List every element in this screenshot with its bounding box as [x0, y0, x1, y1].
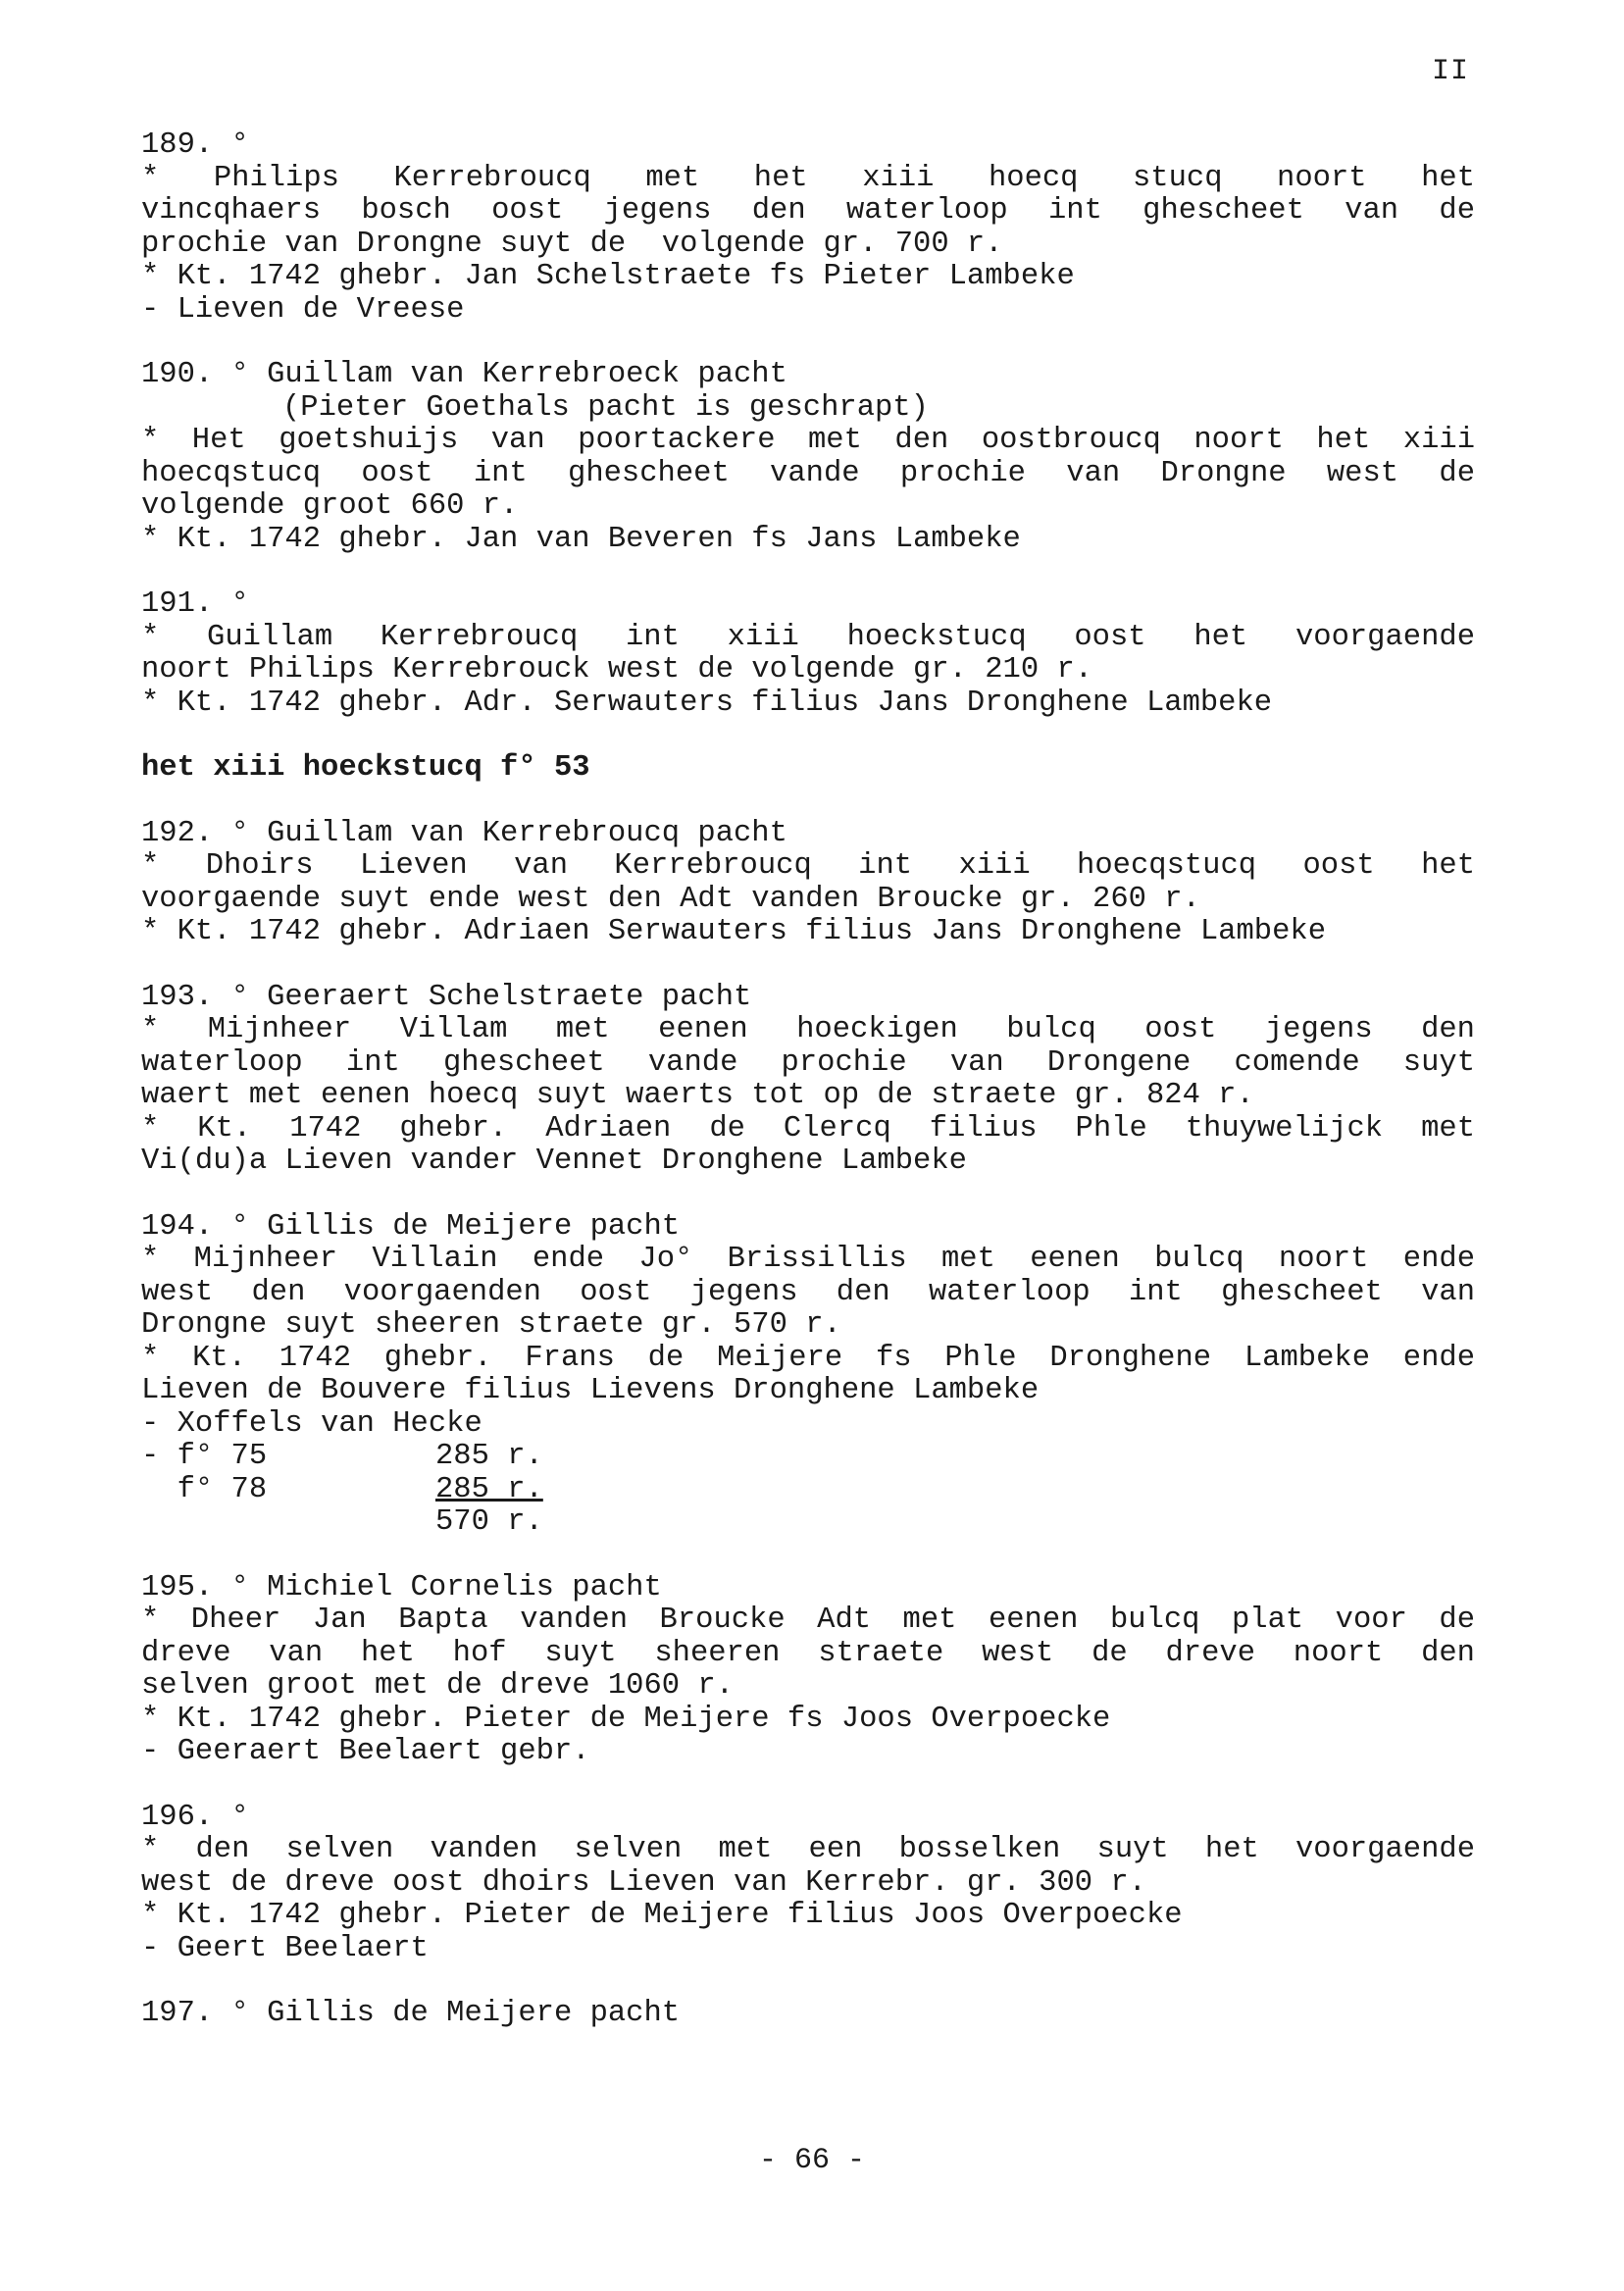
entry-line: 191. °: [141, 587, 249, 621]
entry-line: 195. ° Michiel Cornelis pacht: [141, 1570, 662, 1604]
entry-line: * Kt. 1742 ghebr. Adriaen de Clercq filius Phle thuywelijck met: [141, 1111, 1475, 1146]
entry-line: noort Philips Kerrebrouck west de volgende gr. 210 r.: [141, 653, 1093, 687]
entry-line: 192. ° Guillam van Kerrebroucq pacht: [141, 816, 787, 850]
entry-note: (Pieter Goethals pacht is geschrapt): [282, 390, 929, 425]
entry-line: vincqhaers bosch oost jegens den waterloop int ghescheet van de: [141, 194, 1475, 228]
entry-line: 190. ° Guillam van Kerrebroeck pacht: [141, 358, 787, 391]
entry-line: * Kt. 1742 ghebr. Jan Schelstraete fs Pieter Lambeke: [141, 260, 1075, 293]
entry-line: * Kt. 1742 ghebr. Jan van Beveren fs Jans Lambeke: [141, 522, 1021, 556]
entry-line: waert met eenen hoecq suyt waerts tot op de straete gr. 824 r.: [141, 1079, 1254, 1112]
entry-196: [141, 1802, 1475, 1966]
entry-line: - Lieven de Vreese: [141, 292, 465, 327]
entry-line: Vi(du)a Lieven vander Vennet Dronghene Lambeke: [141, 1145, 967, 1178]
entry-line: west de dreve oost dhoirs Lieven van Kerrebr. gr. 300 r.: [141, 1865, 1146, 1900]
entry-190: [141, 359, 1475, 556]
entry-line: * Dheer Jan Bapta vanden Broucke Adt met eenen bulcq plat voor de: [141, 1604, 1475, 1637]
entry-line: prochie van Drongne suyt de volgende gr. 700 r.: [141, 227, 1003, 261]
calc-ref: f° 78: [141, 1472, 268, 1506]
entry-line: * Philips Kerrebroucq met het xiii hoecq stucq noort het: [141, 161, 1475, 195]
entry-line: * Kt. 1742 ghebr. Adr. Serwauters filius Jans Dronghene Lambeke: [141, 686, 1273, 720]
entry-line: 194. ° Gillis de Meijere pacht: [141, 1209, 681, 1244]
entry-189: [141, 129, 1475, 327]
entry-line: 189. °: [141, 128, 249, 162]
entry-195: [141, 1572, 1475, 1769]
calc-amount: 285 r.: [435, 1472, 543, 1506]
entry-line: waterloop int ghescheet vande prochie van Drongene comende suyt: [141, 1045, 1475, 1080]
entry-line: * Kt. 1742 ghebr. Frans de Meijere fs Phle Dronghene Lambeke ende: [141, 1341, 1475, 1375]
entry-line: voorgaende suyt ende west den Adt vanden Broucke gr. 260 r.: [141, 882, 1200, 916]
entry-line: Lieven de Bouvere filius Lievens Dronghene Lambeke: [141, 1374, 1040, 1407]
entry-line: hoecqstucq oost int ghescheet vande prochie van Drongne west de: [141, 456, 1475, 490]
entry-line: * Kt. 1742 ghebr. Pieter de Meijere filius Joos Overpoecke: [141, 1899, 1183, 1932]
calc-amount: 285 r.: [435, 1440, 543, 1473]
entry-line: - Xoffels van Hecke: [141, 1406, 482, 1441]
entry-191: [141, 588, 1475, 720]
entry-line: selven groot met de dreve 1060 r.: [141, 1669, 734, 1703]
entry-193: [141, 982, 1475, 1179]
entry-194: [141, 1211, 1475, 1540]
entry-line: * Dhoirs Lieven van Kerrebroucq int xiii hoecqstucq oost het: [141, 849, 1475, 883]
document-body: [141, 129, 1475, 2063]
folio-calculation: [141, 1441, 1475, 1540]
section-heading: het xiii hoeckstucq f° 53: [141, 751, 590, 785]
entry-line: Drongne suyt sheeren straete gr. 570 r.: [141, 1308, 841, 1342]
page-footer: - 66 -: [758, 2144, 866, 2177]
entry-192: [141, 818, 1475, 949]
entry-line: * Het goetshuijs van poortackere met den oostbroucq noort het xiii: [141, 424, 1475, 457]
calc-total: 570 r.: [435, 1505, 543, 1539]
entry-line: * Mijnheer Villam met eenen hoeckigen bulcq oost jegens den: [141, 1013, 1475, 1046]
entry-line: - Geert Beelaert: [141, 1931, 429, 1965]
entry-line: 196. °: [141, 1800, 249, 1834]
calc-ref: [141, 1506, 435, 1540]
entry-line: 193. ° Geeraert Schelstraete pacht: [141, 980, 752, 1014]
calc-ref: - f° 75: [141, 1440, 268, 1473]
entry-line: * Mijnheer Villain ende Jo° Brissillis met eenen bulcq noort ende: [141, 1243, 1475, 1276]
entry-line: dreve van het hof suyt sheeren straete west de dreve noort den: [141, 1636, 1475, 1670]
entry-line: * Kt. 1742 ghebr. Adriaen Serwauters filius Jans Dronghene Lambeke: [141, 915, 1326, 948]
entry-line: volgende groot 660 r.: [141, 489, 519, 523]
page-label: II: [1432, 55, 1470, 88]
entry-197: [141, 1998, 1475, 2031]
entry-line: * Guillam Kerrebroucq int xiii hoeckstucq oost het voorgaende: [141, 620, 1475, 654]
entry-line: * Kt. 1742 ghebr. Pieter de Meijere fs Joos Overpoecke: [141, 1702, 1111, 1736]
entry-line: * den selven vanden selven met een bosselken suyt het voorgaende: [141, 1833, 1475, 1866]
entry-line: 197. ° Gillis de Meijere pacht: [141, 1997, 681, 2030]
entry-line: - Geeraert Beelaert gebr.: [141, 1735, 590, 1768]
entry-line: west den voorgaenden oost jegens den waterloop int ghescheet van: [141, 1275, 1475, 1309]
